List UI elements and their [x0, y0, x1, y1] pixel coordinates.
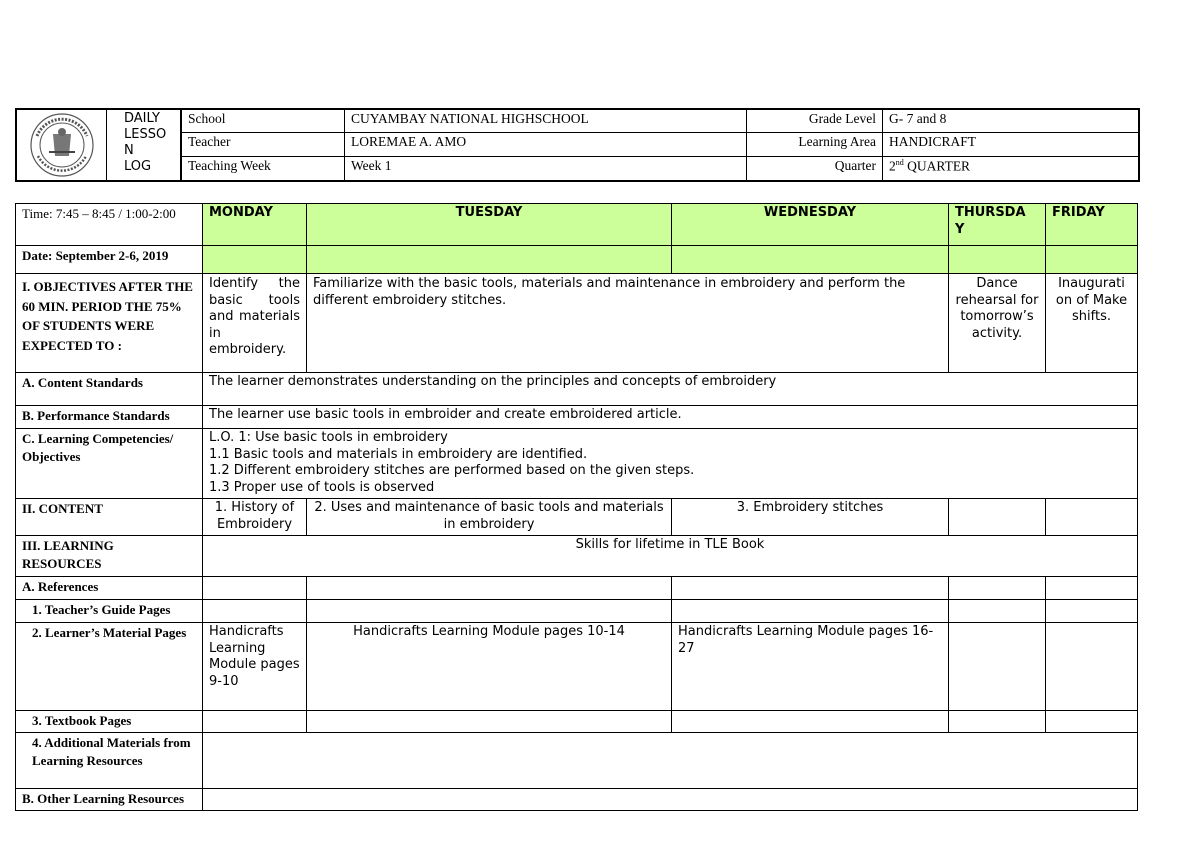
competency-line: 1.3 Proper use of tools is observed [209, 479, 435, 495]
empty-cell [672, 577, 949, 600]
teacher-value: LOREMAE A. AMO [345, 133, 747, 156]
empty-cell [949, 577, 1046, 600]
green-cell [672, 246, 949, 274]
empty-cell [949, 600, 1046, 623]
learners-material-label: 2. Learner’s Material Pages [16, 623, 203, 711]
references-label: A. References [16, 577, 203, 600]
empty-cell [307, 577, 672, 600]
teaching-week-value: Week 1 [345, 157, 747, 180]
learners-material-wednesday: Handicrafts Learning Module pages 16-27 [672, 623, 949, 711]
lesson-log-table [15, 203, 1138, 811]
empty-cell [1046, 623, 1138, 711]
content-tuesday: 2. Uses and maintenance of basic tools and materials in embroidery [307, 499, 672, 536]
learning-area-value: HANDICRAFT [883, 133, 1138, 156]
additional-materials-value [203, 733, 1138, 789]
content-standards-label: A. Content Standards [16, 373, 203, 406]
competencies-label: C. Learning Competencies/ Objectives [16, 429, 203, 499]
content-label: II. CONTENT [16, 499, 203, 536]
learners-material-tuesday: Handicrafts Learning Module pages 10-14 [307, 623, 672, 711]
other-resources-label: B. Other Learning Resources [16, 789, 203, 811]
school-value: CUYAMBAY NATIONAL HIGHSCHOOL [345, 110, 747, 133]
empty-cell [203, 577, 307, 600]
content-monday: 1. History of Embroidery [203, 499, 307, 536]
content-standards-value: The learner demonstrates understanding on the principles and concepts of embroidery [203, 373, 1138, 406]
quarter-value: 2nd QUARTER [889, 157, 971, 174]
deped-seal-logo [17, 110, 107, 180]
empty-cell [1046, 577, 1138, 600]
empty-cell [307, 600, 672, 623]
day-header-friday: FRIDAY [1046, 204, 1138, 246]
green-cell [1046, 246, 1138, 274]
objectives-label: I. OBJECTIVES AFTER THE 60 MIN. PERIOD THE 75% OF STUDENTS WERE EXPECTED TO : [16, 274, 203, 373]
teachers-guide-label: 1. Teacher’s Guide Pages [16, 600, 203, 623]
content-wednesday: 3. Embroidery stitches [672, 499, 949, 536]
empty-cell [672, 711, 949, 733]
daily-lesson-log-title: DAILY LESSO N LOG [107, 110, 182, 180]
competency-line: L.O. 1: Use basic tools in embroidery [209, 430, 448, 445]
day-header-tuesday: TUESDAY [307, 204, 672, 246]
empty-cell [1046, 600, 1138, 623]
empty-cell [203, 600, 307, 623]
grade-level-label: Grade Level [747, 110, 883, 133]
empty-cell [1046, 711, 1138, 733]
objectives-tuesday-wednesday: Familiarize with the basic tools, materials and maintenance in embroidery and perform the different embroidery stitches. [307, 274, 949, 373]
objectives-friday: Inaugurati on of Make shifts. [1046, 274, 1138, 373]
competency-line: 1.2 Different embroidery stitches are performed based on the given steps. [209, 463, 695, 478]
grade-level-value: G- 7 and 8 [883, 110, 1138, 133]
learners-material-monday: Handicrafts Learning Module pages 9-10 [203, 623, 307, 711]
learning-area-label: Learning Area [747, 133, 883, 156]
green-cell [949, 246, 1046, 274]
other-resources-value [203, 789, 1138, 811]
performance-standards-value: The learner use basic tools in embroider and create embroidered article. [203, 406, 1138, 429]
empty-cell [1046, 499, 1138, 536]
teaching-week-label: Teaching Week [182, 157, 345, 180]
time-cell: Time: 7:45 – 8:45 / 1:00-2:00 [16, 204, 203, 246]
header-table [15, 108, 1140, 182]
school-label: School [182, 110, 345, 133]
textbook-pages-label: 3. Textbook Pages [16, 711, 203, 733]
day-header-wednesday: WEDNESDAY [672, 204, 949, 246]
competencies-value [203, 429, 1138, 499]
learning-resources-label: III. LEARNING RESOURCES [16, 536, 203, 577]
empty-cell [203, 711, 307, 733]
empty-cell [307, 711, 672, 733]
empty-cell [672, 600, 949, 623]
quarter-label: Quarter [747, 157, 883, 180]
date-cell: Date: September 2-6, 2019 [16, 246, 203, 274]
header-grid [182, 110, 1138, 180]
empty-cell [949, 499, 1046, 536]
competency-line: 1.1 Basic tools and materials in embroidery are identified. [209, 446, 588, 462]
day-header-monday: MONDAY [203, 204, 307, 246]
green-cell [307, 246, 672, 274]
objectives-monday: Identify the basic tools and materials in embroidery. [203, 274, 307, 373]
day-header-thursday: THURSDA Y [949, 204, 1046, 246]
learning-resources-value: Skills for lifetime in TLE Book [203, 536, 1138, 577]
performance-standards-label: B. Performance Standards [16, 406, 203, 429]
empty-cell [949, 711, 1046, 733]
teacher-label: Teacher [182, 133, 345, 156]
empty-cell [949, 623, 1046, 711]
objectives-thursday: Dance rehearsal for tomorrow’s activity. [949, 274, 1046, 373]
additional-materials-label: 4. Additional Materials from Learning Resources [16, 733, 203, 789]
green-cell [203, 246, 307, 274]
